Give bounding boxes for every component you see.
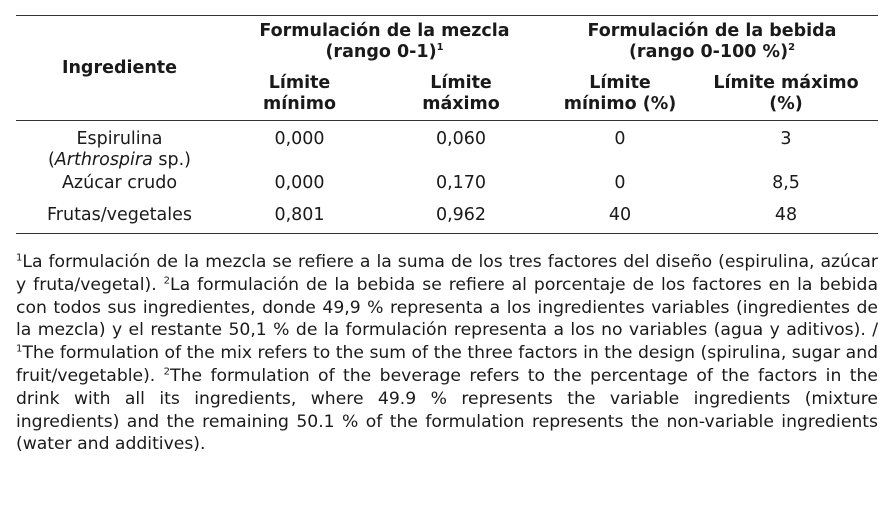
bev-max-value: 8,5 bbox=[772, 173, 800, 193]
ingredient-name: Frutas/vegetales bbox=[16, 205, 223, 234]
mix-min-value: 0,000 bbox=[274, 129, 325, 149]
header-beverage-formulation: Formulación de la bebida (rango 0-100 %)$^2$ bbox=[546, 16, 878, 69]
mix-max-value: 0,060 bbox=[435, 129, 487, 149]
bev-min-value: 40 bbox=[546, 205, 694, 234]
table-footnote: $^1$La formulación de la mezcla se refiere a la suma de los tres factores del diseño (espirulina, azúcar y fruta/vegetal). $^2$La formulación de la bebida se refiere al porcentaje de los factores en la bebida con todos sus ingredientes, donde 49,9 % representa a los ingredientes variables (ingredientes de la mezcla) y el restante 50,1 % de la formulación representa a los no variables (agua y aditivos). / $^1$The formulation of the mix refers to the sum of the three factors in the design (spirulina, sugar and fruit/vegetable). $^2$The formulation of the beverage refers to the percentage of the factors in the drink with all its ingredients, where 49.9 % represents the variable ingredients (mixture ingredients) and the remaining 50.1 % of the formulation represents the non-variable ingredients (water and additives). bbox=[16, 252, 878, 455]
formulation-table bbox=[16, 15, 878, 234]
header-ingredient: Ingrediente bbox=[16, 16, 223, 121]
mix-max-value: 0,962 bbox=[376, 205, 546, 234]
header-mix-max: Límite máximo bbox=[376, 68, 546, 121]
page bbox=[0, 15, 895, 532]
bev-max-value: 3 bbox=[780, 129, 792, 149]
ingredient-name: Azúcar crudo bbox=[61, 173, 178, 193]
header-bev-min: Límite mínimo (%) bbox=[546, 68, 694, 121]
table-row bbox=[16, 205, 878, 234]
table-row bbox=[16, 171, 878, 205]
ingredient-name: Espirulina (Arthrospira sp.) bbox=[47, 129, 192, 170]
bev-min-value: 0 bbox=[614, 173, 626, 193]
header-bev-max: Límite máximo (%) bbox=[694, 68, 878, 121]
mix-min-value: 0,801 bbox=[223, 205, 376, 234]
header-mix-min: Límite mínimo bbox=[223, 68, 376, 121]
header-mix-formulation: Formulación de la mezcla (rango 0-1)$^1$ bbox=[223, 16, 546, 69]
mix-min-value: 0,000 bbox=[274, 173, 325, 193]
table-row bbox=[16, 121, 878, 172]
mix-max-value: 0,170 bbox=[435, 173, 487, 193]
bev-max-value: 48 bbox=[694, 205, 878, 234]
bev-min-value: 0 bbox=[614, 129, 626, 149]
